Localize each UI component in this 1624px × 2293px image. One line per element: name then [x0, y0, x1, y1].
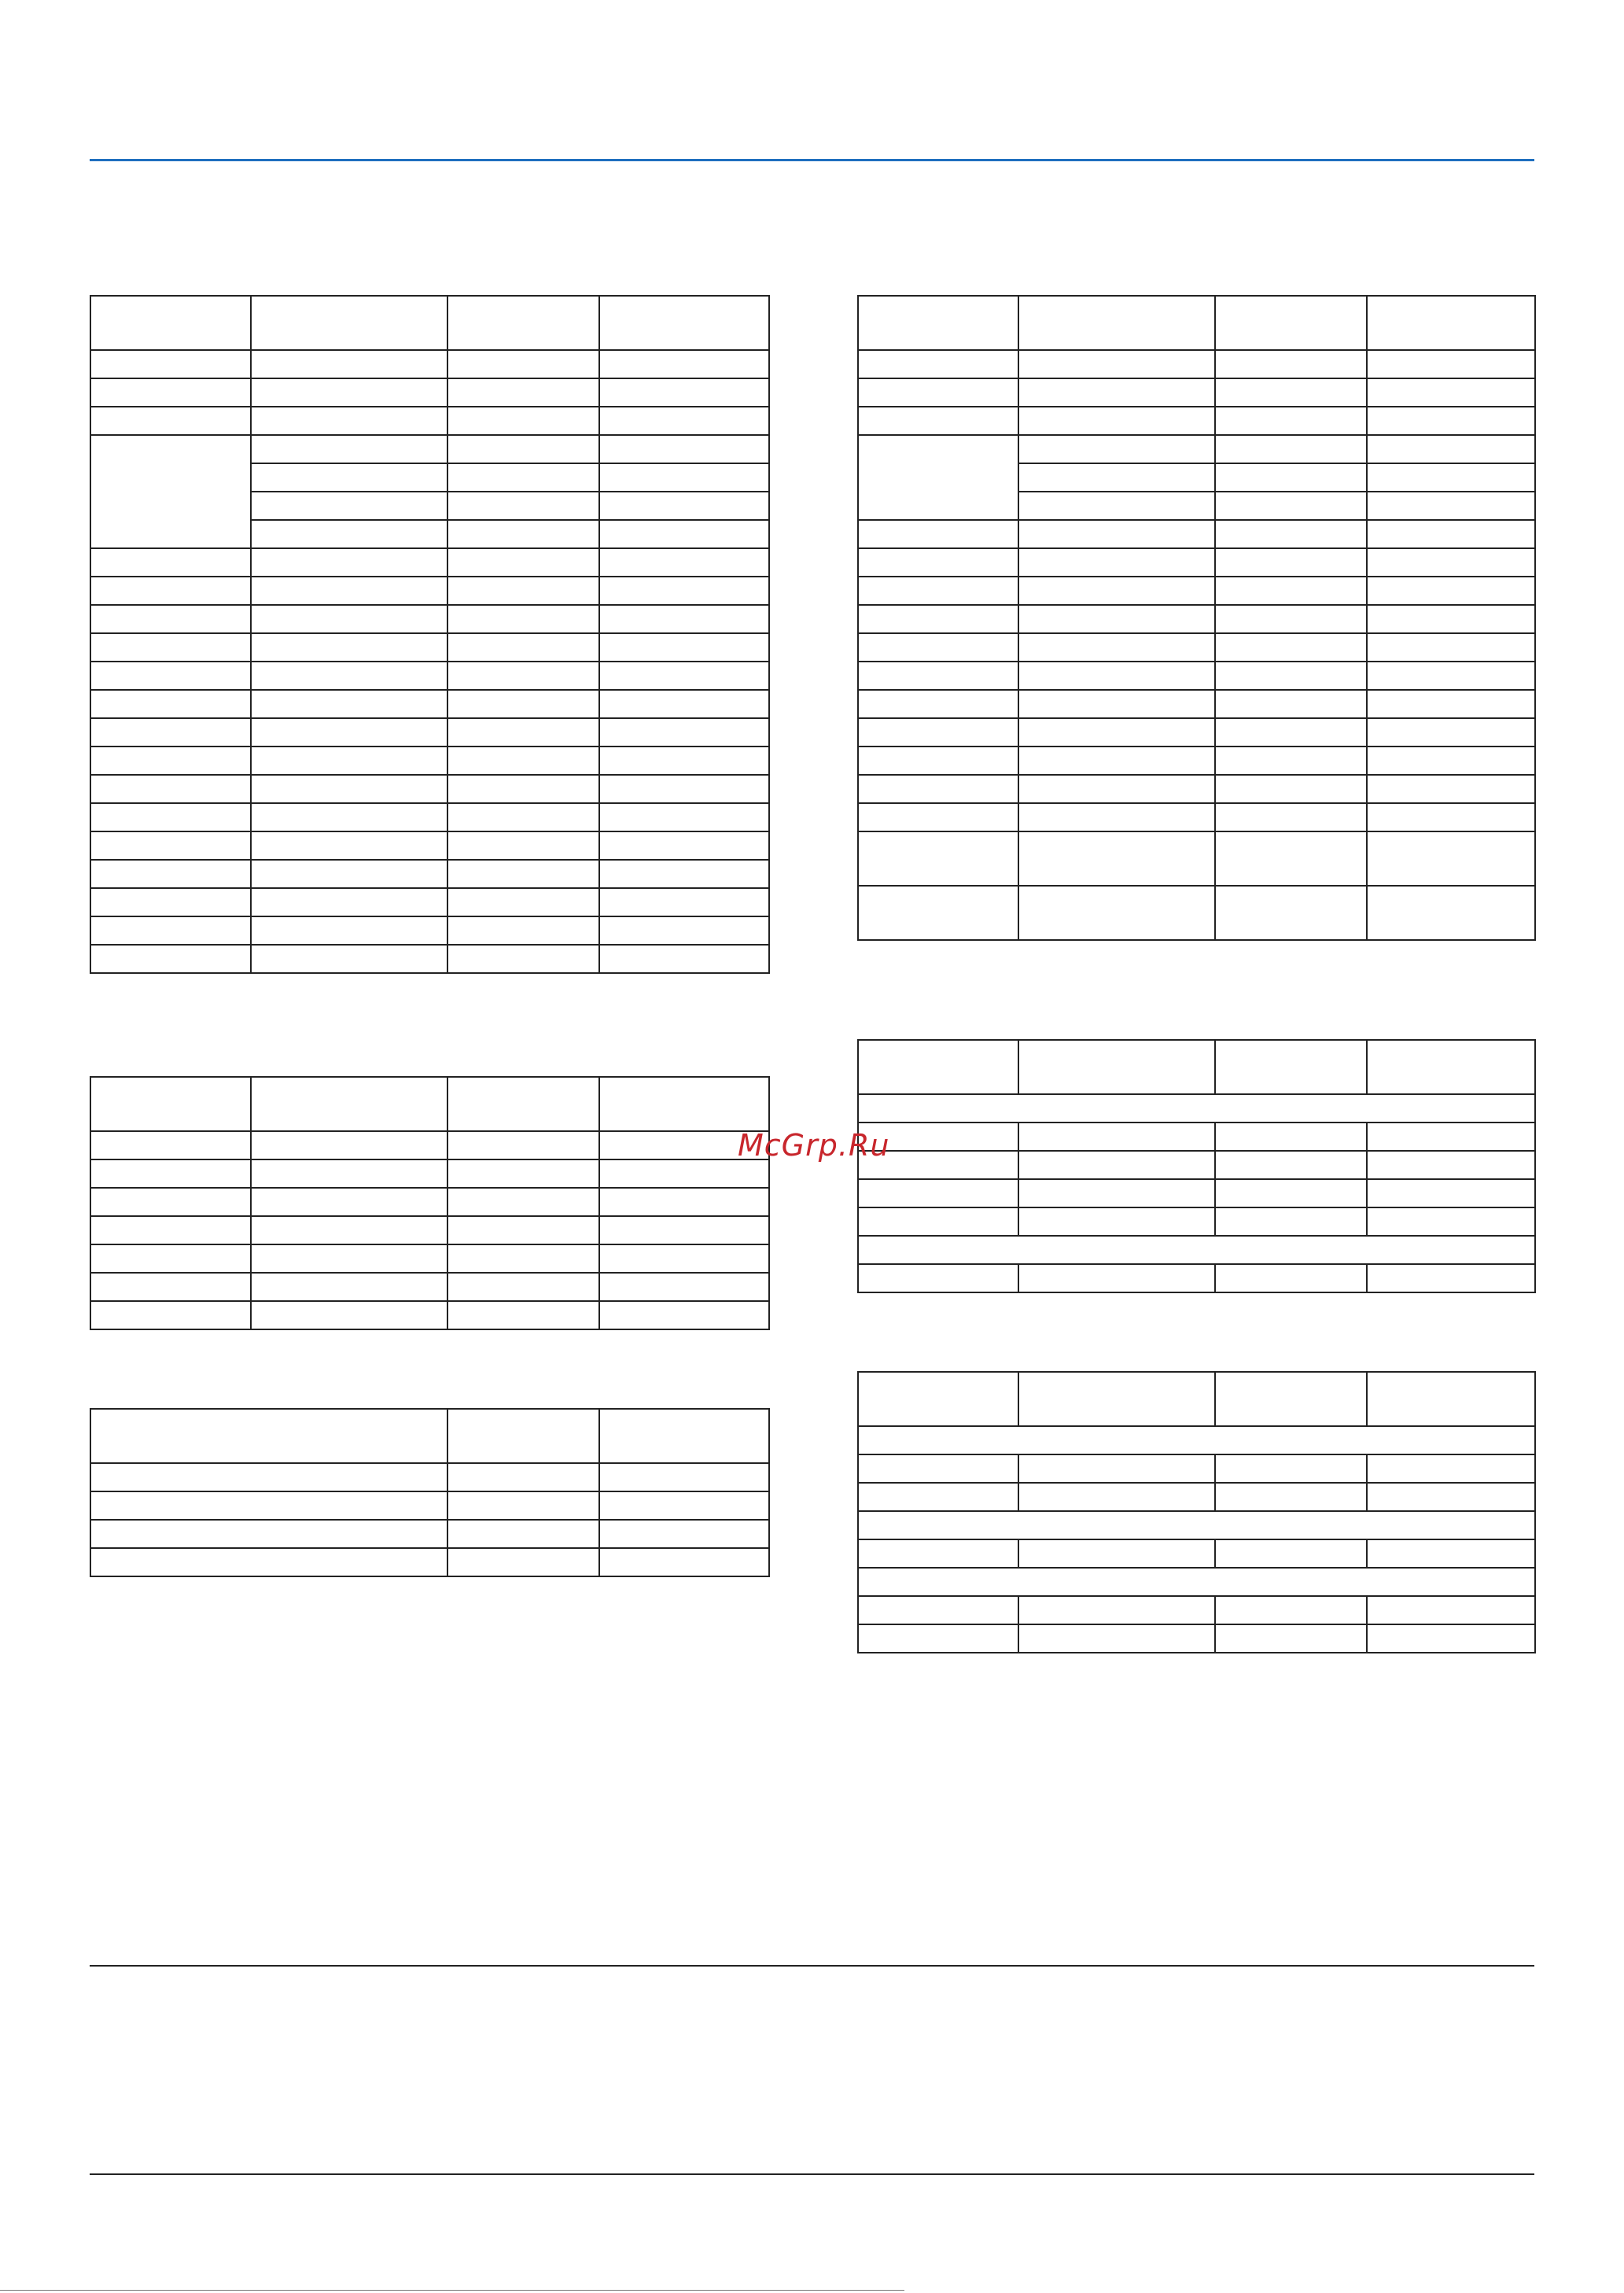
table-row: [858, 1596, 1535, 1624]
table-row: [858, 605, 1535, 633]
table-row: [858, 1539, 1535, 1568]
table-row: [90, 945, 769, 973]
table-left-top: [90, 295, 770, 974]
table-row: [90, 1301, 769, 1329]
table-header-row: [858, 1040, 1535, 1094]
table-section-row: [858, 1094, 1535, 1123]
table-row: [858, 1123, 1535, 1151]
table-header-row: [90, 1409, 769, 1463]
table-row: [90, 350, 769, 378]
table-header-row: [90, 296, 769, 350]
table-row: [858, 775, 1535, 803]
table-row: [858, 577, 1535, 605]
merged-cell: [858, 435, 1018, 520]
table-row: [858, 548, 1535, 577]
table-section-row: [858, 1426, 1535, 1454]
table-row: [858, 1454, 1535, 1483]
table-row: [858, 831, 1535, 886]
table-row: [858, 1179, 1535, 1207]
table-row: [90, 407, 769, 435]
table-row: [90, 1520, 769, 1548]
table-row: [90, 1244, 769, 1273]
table-row: [858, 378, 1535, 407]
table-right-bottom: [857, 1371, 1536, 1653]
table-header-row: [858, 296, 1535, 350]
table-row: [858, 520, 1535, 548]
table-row: [858, 1624, 1535, 1653]
table-left-bottom: [90, 1408, 770, 1577]
table-row: [90, 775, 769, 803]
table-row: [90, 831, 769, 860]
table-row: [858, 803, 1535, 831]
table-row: [90, 1548, 769, 1576]
footer-rule-upper: [90, 1965, 1534, 1967]
table-row: [90, 662, 769, 690]
watermark-text: McGrp.Ru: [738, 1128, 890, 1163]
merged-cell: [90, 435, 251, 548]
table-row: [90, 548, 769, 577]
table-row: [858, 662, 1535, 690]
table-right-top: [857, 295, 1536, 941]
table-row: [858, 1151, 1535, 1179]
footer-rule-lower: [90, 2173, 1534, 2175]
table-row: [90, 435, 769, 463]
table-row: [90, 1131, 769, 1159]
table-row: [90, 378, 769, 407]
table-row: [90, 803, 769, 831]
table-row: [90, 690, 769, 718]
table-row: [858, 690, 1535, 718]
table-row: [858, 1264, 1535, 1292]
table-section-row: [858, 1511, 1535, 1539]
table-row: [858, 633, 1535, 662]
table-section-row: [858, 1236, 1535, 1264]
header-rule: [90, 159, 1534, 161]
table-right-middle: [857, 1039, 1536, 1293]
table-row: [858, 407, 1535, 435]
table-row: [858, 435, 1535, 463]
table-row: [90, 633, 769, 662]
table-row: [858, 1483, 1535, 1511]
table-row: [90, 747, 769, 775]
bottom-edge-rule: [0, 2290, 904, 2291]
table-left-middle: [90, 1076, 770, 1330]
table-row: [858, 1207, 1535, 1236]
table-row: [90, 718, 769, 747]
table-row: [858, 350, 1535, 378]
table-row: [90, 1463, 769, 1491]
table-row: [858, 718, 1535, 747]
table-header-row: [90, 1077, 769, 1131]
table-row: [90, 1273, 769, 1301]
table-row: [90, 1188, 769, 1216]
table-row: [90, 577, 769, 605]
table-row: [90, 605, 769, 633]
table-row: [90, 916, 769, 945]
table-row: [90, 860, 769, 888]
table-row: [858, 886, 1535, 940]
table-row: [858, 747, 1535, 775]
table-section-row: [858, 1568, 1535, 1596]
table-header-row: [858, 1372, 1535, 1426]
table-row: [90, 1491, 769, 1520]
table-row: [90, 888, 769, 916]
table-row: [90, 1159, 769, 1188]
table-row: [90, 1216, 769, 1244]
